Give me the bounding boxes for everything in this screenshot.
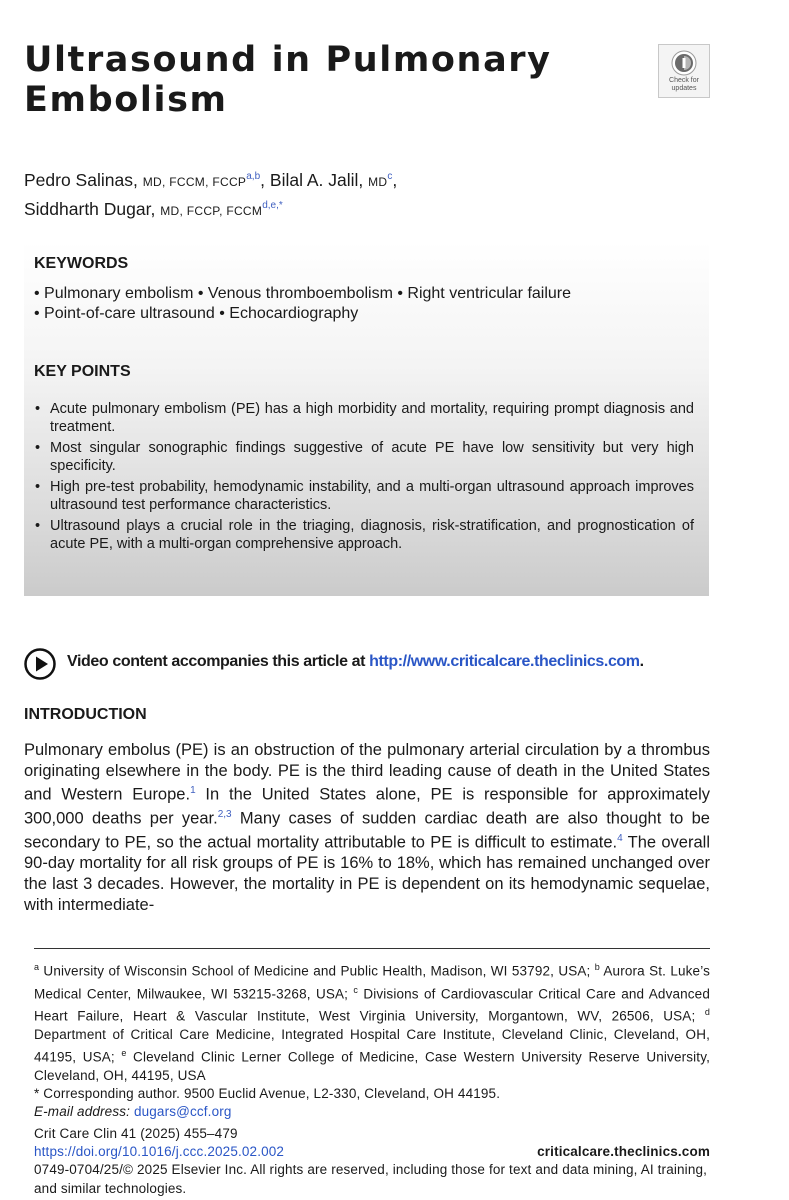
footnote-mark: e <box>121 1048 127 1059</box>
intro-text: Pulmonary embolus (PE) is an obstruction of the pulmonary arterial circulation by a thrombus originating elsewhere in the body. PE is the third leading cause of death in the United States and Western Europe. <box>24 741 710 804</box>
author-affiliation-mark[interactable]: a,b <box>246 171 261 182</box>
corresponding-author: * Corresponding author. 9500 Euclid Avenue, L2-330, Cleveland, OH 44195. <box>34 1086 501 1102</box>
email-link[interactable]: dugars@ccf.org <box>133 1104 232 1120</box>
author-degrees: MD, FCCP, FCCM <box>160 203 263 218</box>
affiliation-text: University of Wisconsin School of Medicine and Public Health, Madison, WI 53792, USA; <box>39 963 595 979</box>
video-content-link[interactable]: http://www.criticalcare.theclinics.com <box>369 653 640 670</box>
video-notice-text <box>67 653 644 671</box>
key-point-item: • Ultrasound plays a crucial role in the triaging, diagnosis, risk-stratification, and prognostication of acute PE, with a multi-organ comprehensive approach. <box>34 517 694 553</box>
keywords-keypoints-box <box>24 242 709 596</box>
check-for-updates-label: Check for updates <box>669 77 699 92</box>
reference-link[interactable]: 2,3 <box>217 809 232 821</box>
affiliation-text: Cleveland Clinic Lerner College of Medicine, Case Western University Reserve University, Cleveland, OH, 44195, USA <box>34 1049 710 1084</box>
author-name: Bilal A. Jalil, <box>269 169 364 190</box>
journal-citation: Crit Care Clin 41 (2025) 455–479 <box>34 1126 238 1141</box>
keywords-heading: KEYWORDS <box>34 255 129 272</box>
doi-link[interactable]: https://doi.org/10.1016/j.ccc.2025.02.002 <box>34 1144 285 1160</box>
affiliation-text: Aurora St. Luke’s Medical Center, Milwaukee, WI 53215-3268, USA; <box>34 963 710 1002</box>
introduction-heading: INTRODUCTION <box>24 706 147 723</box>
keywords-list <box>34 284 571 324</box>
author-degrees: MD <box>368 174 388 189</box>
footnote-mark: d <box>704 1007 710 1018</box>
affiliation-footnotes <box>34 958 710 1122</box>
footnote-mark: b <box>594 962 600 972</box>
footnote-divider <box>34 948 710 949</box>
author-separator: , <box>260 169 266 190</box>
keywords-line: • Pulmonary embolism • Venous thromboembolism • Right ventricular failure <box>34 285 572 302</box>
author-list <box>24 165 744 223</box>
author-degrees: MD, FCCM, FCCP <box>142 174 247 189</box>
footnote-mark: c <box>353 984 359 995</box>
author-name: Pedro Salinas, <box>24 169 138 190</box>
key-point-item: • High pre-test probability, hemodynamic instability, and a multi-organ ultrasound approach improves ultrasound test performance characteristics. <box>34 478 694 514</box>
email-label: E-mail address: <box>34 1104 131 1120</box>
introduction-paragraph <box>24 740 710 915</box>
key-points-heading: KEY POINTS <box>34 363 131 380</box>
email-line <box>34 1103 710 1121</box>
doi-row <box>34 1143 710 1161</box>
footnote-mark: a <box>34 962 40 972</box>
intro-text: The overall 90-day mortality for all risk groups of PE is 16% to 18%, which has remained unchanged over the last 3 decades. However, the mortality in PE is dependent on its hemodynamic sequelae, with intermediate- <box>24 833 710 914</box>
author-name: Siddharth Dugar, <box>24 198 156 219</box>
affiliation-text: Divisions of Cardiovascular Critical Care and Advanced Heart Failure, Heart & Vascular Institute, West Virginia University, Morgantown, WV, 26506, USA; <box>34 986 711 1024</box>
citation-block <box>34 1125 710 1198</box>
key-point-item: • Acute pulmonary embolism (PE) has a high morbidity and mortality, requiring prompt diagnosis and treatment. <box>34 400 694 436</box>
author-affiliation-mark[interactable]: d,e,* <box>262 199 283 211</box>
intro-text: In the United States alone, PE is responsible for approximately 300,000 deaths per year. <box>24 785 711 828</box>
keywords-line: • Point-of-care ultrasound • Echocardiography <box>34 305 359 322</box>
reference-link[interactable]: 1 <box>190 785 196 797</box>
author-affiliation-mark[interactable]: c <box>387 171 393 182</box>
reference-link[interactable]: 4 <box>617 833 623 845</box>
journal-site: criticalcare.theclinics.com <box>537 1144 710 1160</box>
key-points-list <box>34 400 694 556</box>
video-content-notice <box>24 648 744 680</box>
key-point-item: • Most singular sonographic findings suggestive of acute PE have low sensitivity but very high specificity. <box>34 439 694 475</box>
rights-statement: 0749-0704/25/© 2025 Elsevier Inc. All rights are reserved, including those for text and data mining, AI training, and similar technologies. <box>34 1162 708 1196</box>
affiliation-text: Department of Critical Care Medicine, Integrated Hospital Care Institute, Cleveland Clinic, Cleveland, OH, 44195, USA; <box>34 1027 710 1065</box>
author-separator: , <box>392 169 398 190</box>
affiliations <box>34 958 710 1085</box>
update-check-icon <box>671 50 697 76</box>
video-notice-period: . <box>639 653 644 670</box>
video-notice-label: Video content accompanies this article at <box>67 653 366 670</box>
article-title: Ultrasound in Pulmonary Embolism <box>24 40 552 120</box>
play-video-icon[interactable] <box>24 648 56 680</box>
check-for-updates-badge[interactable] <box>658 44 710 98</box>
intro-text: Many cases of sudden cardiac death are also thought to be secondary to PE, so the actual mortality attributable to PE is difficult to estimate. <box>24 809 710 852</box>
